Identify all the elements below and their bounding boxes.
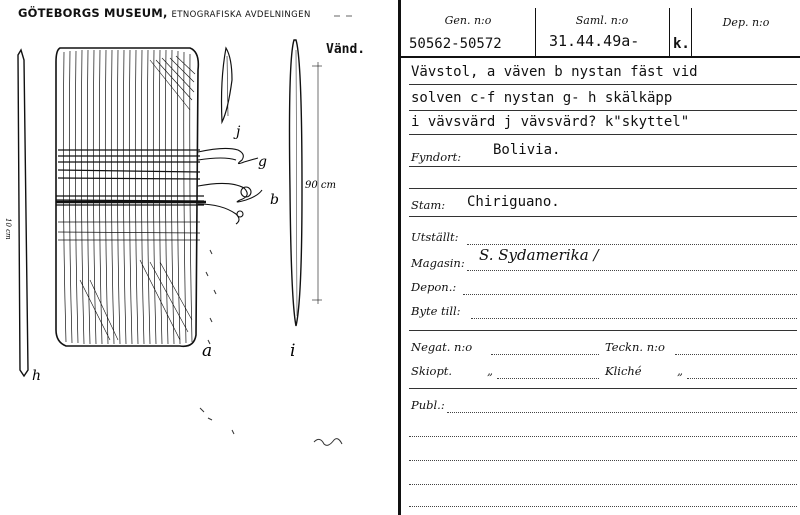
yarn-balls bbox=[198, 148, 262, 224]
gen-number-value: 50562-50572 bbox=[409, 36, 502, 52]
rule-8 bbox=[409, 388, 797, 389]
rule-6 bbox=[409, 216, 797, 217]
utstallt-label: Utställt: bbox=[411, 230, 459, 244]
woven-cloth bbox=[56, 48, 206, 346]
k-suffix: k. bbox=[673, 36, 690, 52]
rule-5 bbox=[409, 188, 797, 189]
saml-number-cell bbox=[535, 8, 670, 56]
loom-drawing bbox=[0, 0, 398, 515]
fyndort-label: Fyndort: bbox=[411, 150, 462, 164]
dep-number-cell bbox=[691, 8, 800, 56]
utstallt-dots bbox=[467, 244, 797, 245]
gen-number-cell bbox=[401, 8, 536, 56]
stam-value: Chiriguano. bbox=[467, 194, 560, 210]
department-name: ETNOGRAFISKA AVDELNINGEN bbox=[171, 10, 311, 20]
publ-dots-3 bbox=[409, 460, 797, 461]
label-i: i bbox=[290, 341, 296, 361]
label-g: g bbox=[258, 154, 267, 170]
gen-number-label: Gen. n:o bbox=[444, 14, 492, 27]
label-a: a bbox=[202, 341, 213, 361]
byte-label: Byte till: bbox=[411, 304, 461, 318]
publ-dots-4 bbox=[409, 484, 797, 485]
label-b: b bbox=[270, 192, 279, 208]
publ-dots-2 bbox=[409, 436, 797, 437]
description-line-1: Vävstol, a väven b nystan fäst vid bbox=[411, 64, 698, 80]
kliche-label: Kliché bbox=[605, 364, 642, 378]
turn-over-note: Vänd. bbox=[326, 42, 366, 57]
magasin-label: Magasin: bbox=[411, 256, 465, 270]
drawing-panel bbox=[0, 0, 398, 515]
teckn-dots bbox=[675, 354, 797, 355]
stam-label: Stam: bbox=[411, 198, 446, 212]
publ-label: Publ.: bbox=[411, 398, 445, 412]
rule-4 bbox=[409, 166, 797, 167]
catalog-form bbox=[401, 0, 800, 515]
magasin-value: S. Sydamerika / bbox=[479, 246, 599, 264]
saml-number-value: 31.44.49a- bbox=[549, 32, 640, 50]
depon-dots bbox=[463, 294, 797, 295]
kliche-dots bbox=[687, 378, 797, 379]
length-note: 90 cm bbox=[305, 180, 336, 191]
rule-2 bbox=[409, 110, 797, 111]
museum-name: GÖTEBORGS MUSEUM, bbox=[18, 6, 168, 20]
rule-3 bbox=[409, 134, 797, 135]
header-rule bbox=[401, 56, 800, 58]
saml-number-label: Saml. n:o bbox=[575, 14, 629, 27]
label-h: h bbox=[32, 368, 42, 384]
kliche-ditto: „ bbox=[677, 364, 683, 378]
rule-7 bbox=[409, 330, 797, 331]
byte-dots bbox=[471, 318, 797, 319]
description-line-2: solven c-f nystan g- h skälkäpp bbox=[411, 90, 673, 106]
description-line-3: i vävsvärd j vävsvärd? k"skyttel" bbox=[411, 114, 690, 130]
publ-dots-1 bbox=[447, 412, 797, 413]
negat-dots bbox=[491, 354, 599, 355]
rule-1 bbox=[409, 84, 797, 85]
fyndort-value: Bolivia. bbox=[493, 142, 561, 158]
side-scale-note: 10 cm bbox=[4, 218, 12, 240]
negat-label: Negat. n:o bbox=[411, 340, 473, 354]
magasin-dots bbox=[467, 270, 797, 271]
skiopt-ditto: „ bbox=[487, 364, 493, 378]
skiopt-dots bbox=[497, 378, 599, 379]
publ-dots-5 bbox=[409, 506, 797, 507]
skiopt-label: Skiopt. bbox=[411, 364, 453, 378]
dep-number-label: Dep. n:o bbox=[722, 16, 770, 29]
depon-label: Depon.: bbox=[411, 280, 457, 294]
label-j: j bbox=[236, 124, 241, 140]
teckn-label: Teckn. n:o bbox=[605, 340, 665, 354]
